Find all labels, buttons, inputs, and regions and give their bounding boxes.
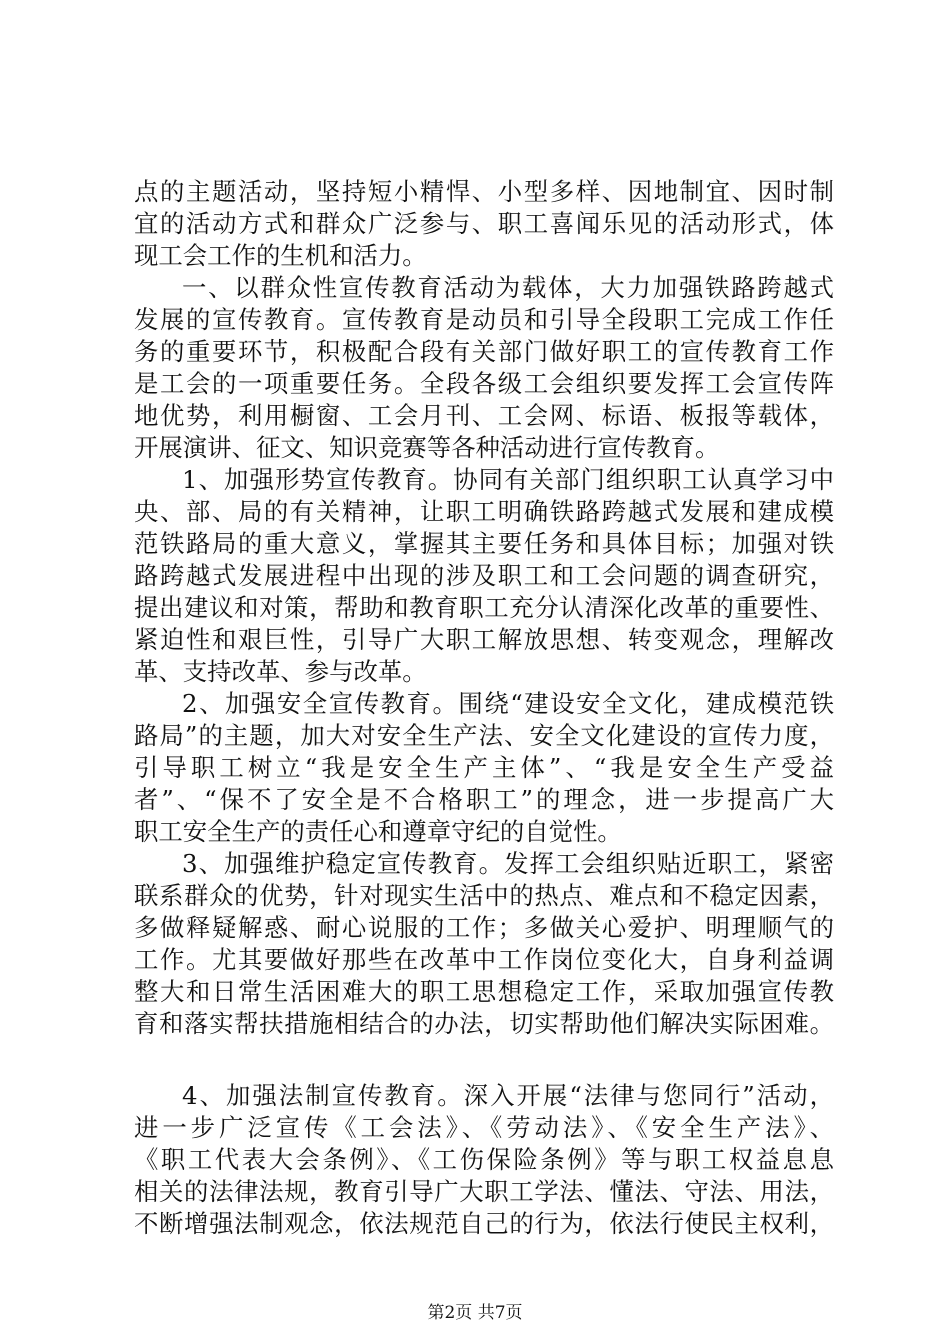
text-line: 是工会的一项重要任务。全段各级工会组织要发挥工会宣传阵 — [134, 369, 834, 398]
text-line: 育和落实帮扶措施相结合的办法，切实帮助他们解决实际困难。 — [134, 1009, 834, 1038]
text-line: 一、以群众性宣传教育活动为载体，大力加强铁路跨越式 — [182, 273, 834, 302]
text-line: 现工会工作的生机和活力。 — [134, 241, 427, 270]
text-line: 革、支持改革、参与改革。 — [134, 657, 427, 686]
text-line: 工作。尤其要做好那些在改革中工作岗位变化大，自身利益调 — [134, 945, 834, 974]
text-line: 3、加强维护稳定宣传教育。发挥工会组织贴近职工，紧密 — [182, 849, 834, 878]
text-line: 路跨越式发展进程中出现的涉及职工和工会问题的调查研究， — [134, 561, 834, 590]
text-line: 多做释疑解惑、耐心说服的工作；多做关心爱护、明理顺气的 — [134, 913, 834, 942]
text-line: 进一步广泛宣传《工会法》、《劳动法》、《安全生产法》、 — [134, 1113, 834, 1142]
text-line: 1、加强形势宣传教育。协同有关部门组织职工认真学习中 — [182, 465, 834, 494]
text-line: 开展演讲、征文、知识竞赛等各种活动进行宣传教育。 — [134, 433, 720, 462]
text-line: 地优势，利用橱窗、工会月刊、工会网、标语、板报等载体， — [134, 401, 834, 430]
text-line: 路局”的主题，加大对安全生产法、安全文化建设的宣传力度， — [134, 721, 834, 750]
text-line: 《职工代表大会条例》、《工伤保险条例》等与职工权益息息 — [134, 1145, 834, 1174]
text-line: 宜的活动方式和群众广泛参与、职工喜闻乐见的活动形式，体 — [134, 209, 834, 238]
text-line: 提出建议和对策，帮助和教育职工充分认清深化改革的重要性、 — [134, 593, 834, 622]
text-line: 者”、“保不了安全是不合格职工”的理念，进一步提高广大 — [134, 785, 834, 814]
text-line: 联系群众的优势，针对现实生活中的热点、难点和不稳定因素， — [134, 881, 834, 910]
text-line: 引导职工树立“我是安全生产主体”、“我是安全生产受益 — [134, 753, 834, 782]
page-number: 第2页 共7页 — [427, 1303, 523, 1323]
text-line: 点的主题活动，坚持短小精悍、小型多样、因地制宜、因时制 — [134, 177, 834, 206]
text-line: 职工安全生产的责任心和遵章守纪的自觉性。 — [134, 817, 622, 846]
text-line: 范铁路局的重大意义，掌握其主要任务和具体目标；加强对铁 — [134, 529, 834, 558]
text-line: 紧迫性和艰巨性，引导广大职工解放思想、转变观念，理解改 — [134, 625, 834, 654]
text-line: 央、部、局的有关精神，让职工明确铁路跨越式发展和建成模 — [134, 497, 834, 526]
text-line: 整大和日常生活困难大的职工思想稳定工作，采取加强宣传教 — [134, 977, 834, 1006]
text-line: 务的重要环节，积极配合段有关部门做好职工的宣传教育工作 — [134, 337, 834, 366]
text-line: 发展的宣传教育。宣传教育是动员和引导全段职工完成工作任 — [134, 305, 834, 334]
text-line: 4、加强法制宣传教育。深入开展“法律与您同行”活动， — [182, 1081, 834, 1110]
text-line: 相关的法律法规，教育引导广大职工学法、懂法、守法、用法， — [134, 1177, 834, 1206]
text-line: 不断增强法制观念，依法规范自己的行为，依法行使民主权利， — [134, 1209, 834, 1238]
text-line: 2、加强安全宣传教育。围绕“建设安全文化，建成模范铁 — [182, 689, 834, 718]
